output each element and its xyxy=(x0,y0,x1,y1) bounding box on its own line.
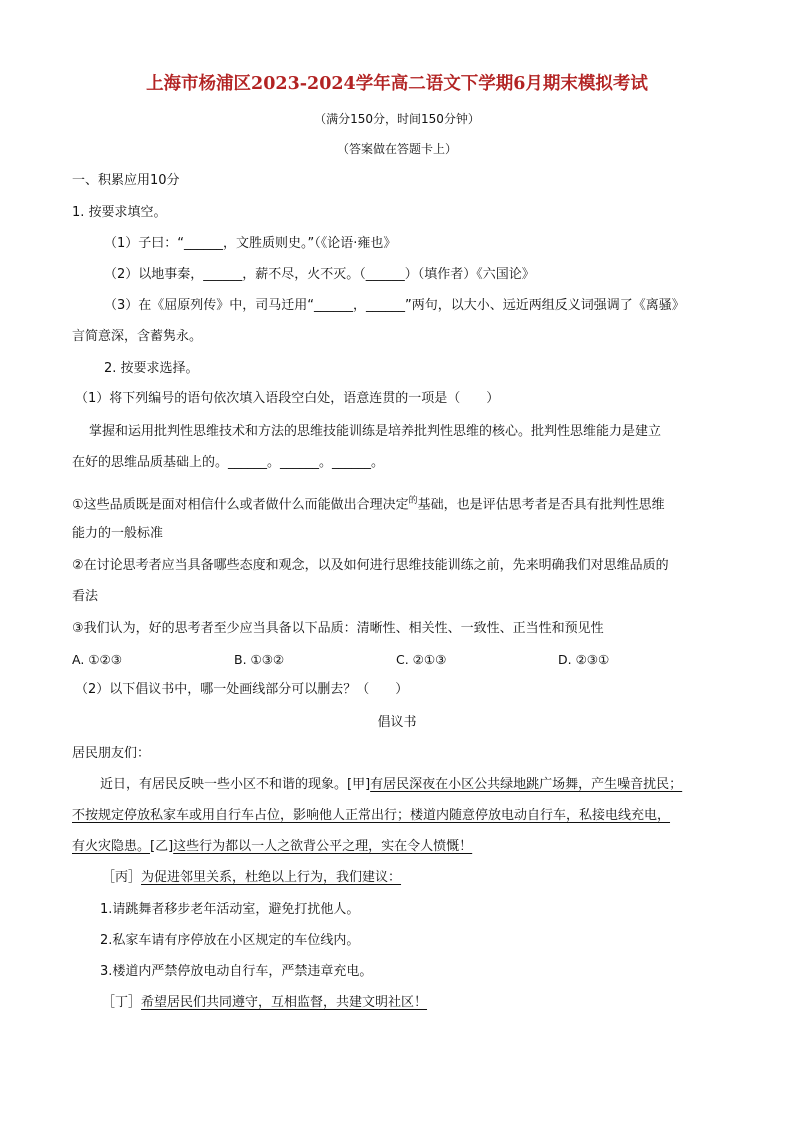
suggestion-2: 2.私家车请有序停放在小区规定的车位线内。 xyxy=(100,933,360,948)
option-b: B. ①③② xyxy=(234,652,285,667)
letter-para3 xyxy=(102,994,427,1012)
question-1-3-line1: （3）在《屈原列传》中，司马迁用“______，______”两句，以大小、远近两组反义词强调了《离骚》 xyxy=(104,298,685,313)
sentence-1-line2: 能力的一般标准 xyxy=(72,526,164,541)
passage-line1: 掌握和运用批判性思维技术和方法的思维技能训练是培养批判性思维的核心。批判性思维能力是建立 xyxy=(89,424,662,439)
marker-yi: [乙] xyxy=(150,839,174,854)
question-1-3-line2: 言简意深，含蓄隽永。 xyxy=(72,329,203,344)
option-c: C. ②①③ xyxy=(396,652,447,667)
question-2-1: （1）将下列编号的语句依次填入语段空白处，语意连贯的一项是（ ） xyxy=(75,391,500,406)
marker-bing: ［丙］ xyxy=(102,870,142,885)
underlined-jia-1: 有居民深夜在小区公共绿地跳广场舞，产生噪音扰民； xyxy=(370,777,683,792)
letter-para1-line1 xyxy=(100,776,682,794)
underlined-jia-2: 不按规定停放私家车或用自行车占位，影响他人正常出行；楼道内随意停放电动自行车，私接电线充电， xyxy=(72,808,671,823)
letter-title: 倡议书 xyxy=(377,715,417,730)
section-heading: 一、积累应用10分 xyxy=(72,173,180,188)
passage-line2: 在好的思维品质基础上的。______。______。______。 xyxy=(72,455,385,470)
sentence-1-line1 xyxy=(72,492,665,514)
score-time-note: （满分150分，时间150分钟） xyxy=(314,112,480,126)
question-2-2: （2）以下倡议书中，哪一处画线部分可以删去？（ ） xyxy=(75,682,409,697)
letter-para1-line2 xyxy=(72,807,670,825)
option-a: A. ①②③ xyxy=(72,652,122,667)
question-2: 2. 按要求选择。 xyxy=(104,361,199,376)
marker-ding: ［丁］ xyxy=(102,995,142,1010)
underlined-jia-3: 有火灾隐患。 xyxy=(72,839,151,854)
underlined-bing: 为促进邻里关系，杜绝以上行为，我们建议： xyxy=(141,870,402,885)
letter-para2 xyxy=(102,869,401,887)
suggestion-1: 1.请跳舞者移步老年活动室，避免打扰他人。 xyxy=(100,902,360,917)
option-d: D. ②③① xyxy=(558,652,610,667)
underlined-yi: 这些行为都以一人之欲背公平之理，实在令人愤慨！ xyxy=(173,839,473,854)
letter-intro: 近日，有居民反映一些小区不和谐的现象。[甲] xyxy=(100,777,371,792)
question-1-2: （2）以地事秦，______，薪不尽，火不灭。（______）（填作者）《六国论》 xyxy=(104,267,535,282)
sentence-2-line1: ②在讨论思考者应当具备哪些态度和观念，以及如何进行思维技能训练之前，先来明确我们对思维品质的 xyxy=(72,558,669,573)
letter-salutation: 居民朋友们： xyxy=(72,746,151,761)
underlined-ding: 希望居民们共同遵守，互相监督，共建文明社区！ xyxy=(141,995,428,1010)
question-1-1: （1）子曰：“______，文胜质则史。”（《论语·雍也》 xyxy=(104,236,397,251)
question-1: 1. 按要求填空。 xyxy=(72,205,167,220)
suggestion-3: 3.楼道内严禁停放电动自行车，严禁违章充电。 xyxy=(100,964,373,979)
letter-para1-line3 xyxy=(72,838,472,856)
page-title: 上海市杨浦区2023-2024学年高二语文下学期6月期末模拟考试 xyxy=(146,74,648,94)
answer-sheet-note: （答案做在答题卡上） xyxy=(336,142,457,156)
sentence-2-line2: 看法 xyxy=(72,589,99,604)
sentence-1-sup: 的 xyxy=(408,496,418,506)
sentence-1-post: 基础，也是评估思考者是否具有批判性思维 xyxy=(417,497,665,513)
sentence-3: ③我们认为，好的思考者至少应当具备以下品质：清晰性、相关性、一致性、正当性和预见性 xyxy=(72,621,604,636)
sentence-1-pre: ①这些品质既是面对相信什么或者做什么而能做出合理决定 xyxy=(72,497,409,513)
